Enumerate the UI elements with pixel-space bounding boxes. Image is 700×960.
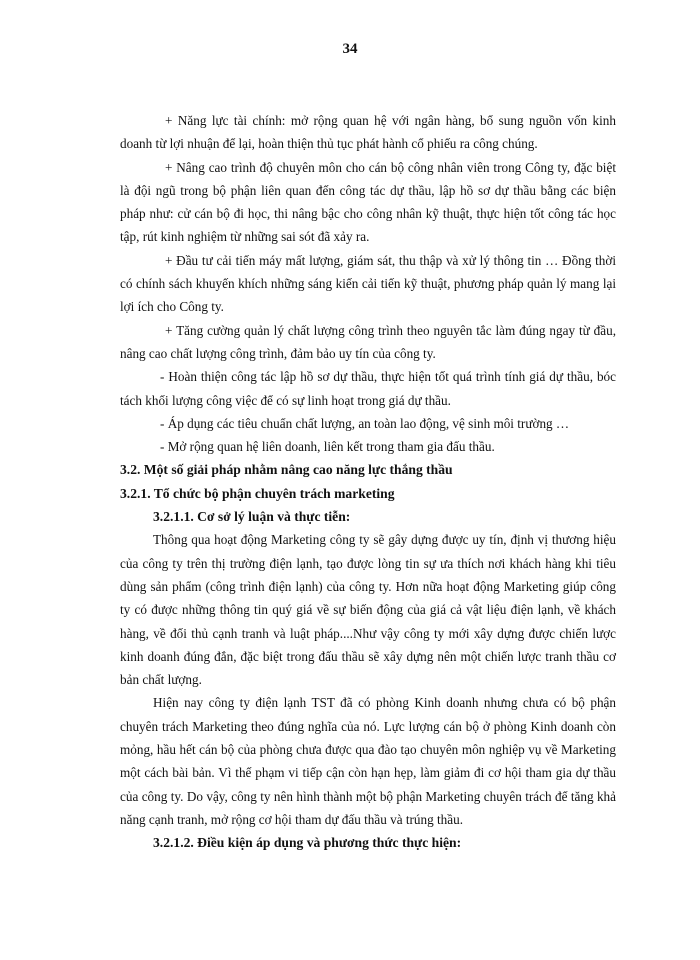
paragraph-standards: - Áp dụng các tiêu chuẩn chất lượng, an toàn lao động, vệ sinh môi trường …	[160, 415, 570, 431]
heading-3-2-1-1: 3.2.1.1. Cơ sở lý luận và thực tiễn:	[153, 509, 351, 525]
paragraph-staff-training: + Nâng cao trình độ chuyên môn cho cán bộ công nhân viên trong Công ty, đặc biệt là đội ngũ trong bộ phận liên quan đến công tác dự thầu, lập hồ sơ dự thầu bằng các biện pháp như: cử cán bộ đi học, thi nâng bậc cho công nhân kỹ thuật, thực hiện tốt công tác học tập, rút kinh nghiệm từ những sai sót đã xảy ra.	[120, 159, 616, 245]
paragraph-marketing-rationale: Thông qua hoạt động Marketing công ty sẽ gây dựng được uy tín, định vị thương hiệu của công ty trên thị trường điện lạnh, tạo được lòng tin sự ưa thích nơi khách hàng khi tiêu dùng sản phẩm (công trình điện lạnh) của công ty. Hơn nữa hoạt động Marketing giúp công ty có được những thông tin quý giá về sự biến động của giá cả vật liệu điện lạnh, về khách hàng, về đối thủ cạnh tranh và luật pháp....Như vậy công ty mới xây dựng được chiến lược kinh doanh đúng đắn, đặc biệt trong đấu thầu sẽ xây dựng nên một chiến lược tranh thầu cơ bản chất lượng.	[120, 532, 616, 688]
paragraph-joint-venture: - Mở rộng quan hệ liên doanh, liên kết trong tham gia đấu thầu.	[160, 439, 495, 455]
paragraph-bid-documents: - Hoàn thiện công tác lập hồ sơ dự thầu, thực hiện tốt quá trình tính giá dự thầu, bóc tách khối lượng công việc để có sự linh hoạt trong giá dự thầu.	[120, 369, 616, 408]
paragraph-equipment-investment: + Đầu tư cải tiến máy mất lượng, giám sát, thu thập và xử lý thông tin … Đồng thời có chính sách khuyến khích những sáng kiến cải tiến kỹ thuật, phương pháp quản lý mang lại lợi ích cho Công ty.	[120, 252, 616, 315]
paragraph-current-situation: Hiện nay công ty điện lạnh TST đã có phòng Kinh doanh nhưng chưa có bộ phận chuyên trách Marketing theo đúng nghĩa của nó. Lực lượng cán bộ ở phòng Kinh doanh còn mỏng, hầu hết cán bộ của phòng chưa được qua đào tạo chuyên môn nghiệp vụ về Marketing một cách bài bản. Vì thế phạm vi tiếp cận còn hạn hẹp, làm giảm đi cơ hội tham gia dự thầu của công ty. Do vậy, công ty nên hình thành một bộ phận Marketing chuyên trách để tăng khả năng cạnh tranh, mở rộng cơ hội tham dự đấu thầu và trúng thầu.	[120, 695, 616, 827]
heading-3-2-1-2: 3.2.1.2. Điều kiện áp dụng và phương thức thực hiện:	[153, 835, 462, 851]
document-body	[120, 109, 616, 855]
paragraph-financial-capacity: + Năng lực tài chính: mở rộng quan hệ với ngân hàng, bổ sung nguồn vốn kinh doanh từ lợi nhuận để lại, hoàn thiện thủ tục phát hành cổ phiếu ra công chúng.	[120, 113, 616, 152]
page-number: 34	[342, 41, 358, 57]
paragraph-quality-management: + Tăng cường quản lý chất lượng công trình theo nguyên tắc làm đúng ngay từ đầu, nâng cao chất lượng công trình, đảm bảo uy tín của công ty.	[120, 322, 616, 361]
heading-3-2: 3.2. Một số giải pháp nhằm nâng cao năng lực thắng thầu	[120, 462, 453, 478]
heading-3-2-1: 3.2.1. Tổ chức bộ phận chuyên trách marketing	[120, 485, 395, 501]
